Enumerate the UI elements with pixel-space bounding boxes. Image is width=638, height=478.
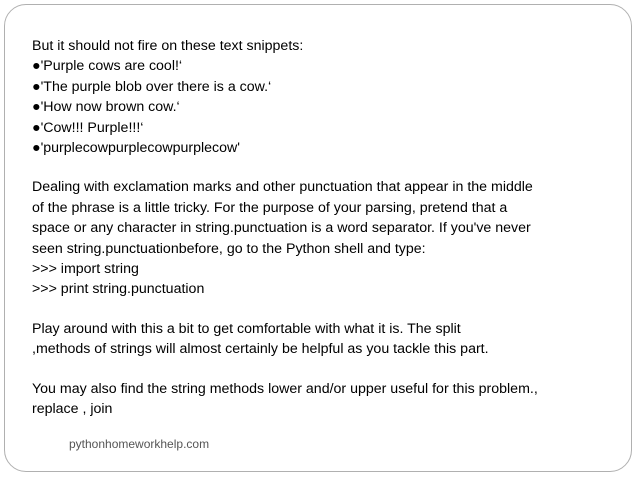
- paragraph-spacer: [32, 360, 612, 379]
- paragraph-line: ,methods of strings will almost certainly be helpful as you tackle this part.: [32, 341, 489, 358]
- paragraph-line: replace , join: [32, 401, 113, 418]
- code-line: >>> print string.punctuation: [32, 281, 205, 298]
- snippet-bullet: ●'purplecowpurplecowpurplecow': [32, 140, 240, 157]
- footer-website: pythonhomeworkhelp.com: [69, 437, 210, 451]
- paragraph-line: Play around with this a bit to get comfortable with what it is. The split: [32, 320, 461, 337]
- paragraph-line: You may also find the string methods lower and/or upper useful for this problem.,: [32, 380, 538, 397]
- snippet-bullet: ●'The purple blob over there is a cow.‘: [32, 78, 272, 95]
- paragraph-line: seen string.punctuationbefore, go to the Python shell and type:: [32, 240, 426, 257]
- intro-text: But it should not fire on these text snippets:: [32, 38, 304, 54]
- paragraph-spacer: [32, 300, 612, 319]
- snippet-bullet: ●'How now brown cow.‘: [32, 99, 180, 116]
- paragraph-line: space or any character in string.punctuation is a word separator. If you've never: [32, 220, 531, 237]
- paragraph-line: of the phrase is a little tricky. For the purpose of your parsing, pretend that a: [32, 199, 508, 216]
- paragraph-spacer: [32, 158, 612, 177]
- snippet-bullet: ●'Cow!!! Purple!!!‘: [32, 119, 144, 136]
- slide-body: [32, 36, 612, 420]
- code-line: >>> import string: [32, 261, 139, 278]
- paragraph-line: Dealing with exclamation marks and other punctuation that appear in the middle: [32, 179, 533, 196]
- snippet-bullet: ●'Purple cows are cool!‘: [32, 58, 183, 75]
